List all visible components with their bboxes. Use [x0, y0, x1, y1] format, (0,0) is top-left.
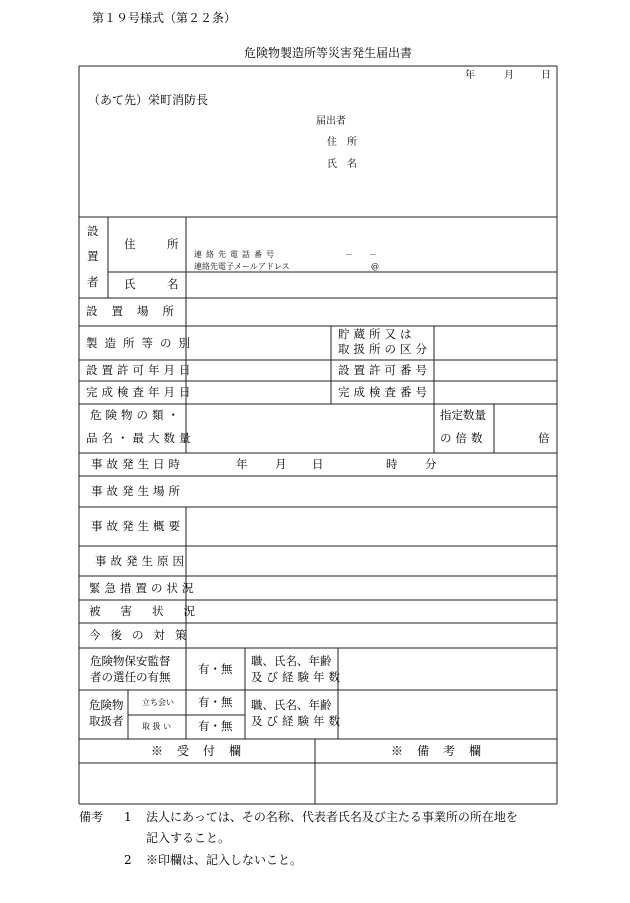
accident-summary-label: 事故発生概要	[91, 519, 184, 533]
permit-number-label: 設置許可番号	[338, 363, 431, 377]
handler-job-label-1: 職、氏名、年齢	[251, 698, 332, 712]
dt-minute: 分	[425, 457, 437, 471]
note-1-text-line-1: 法人にあっては、その名称、代表者氏名及び主たる事業所の所在地を	[146, 810, 518, 824]
future-measures-label: 今後の対策	[89, 628, 197, 642]
handler-job-label-2: 及び経験年数	[251, 714, 344, 728]
storage-class-label-1: 貯蔵所又は	[338, 327, 416, 341]
handle-yes-no[interactable]: 有・無	[198, 719, 233, 733]
multiple-label-1: 指定数量	[440, 408, 486, 422]
storage-class-label-2: 取扱所の区分	[338, 342, 431, 356]
contact-phone-value[interactable]: － －	[345, 250, 377, 259]
supervisor-label-2: 者の選任の有無	[90, 670, 171, 684]
supervisor-yes-no[interactable]: 有・無	[198, 662, 233, 676]
note-1-text-line-2: 記入すること。	[146, 831, 231, 845]
form-number: 第１９号様式（第２２条）	[92, 11, 237, 25]
installer-name-label: 氏 名	[124, 277, 189, 291]
date-month-label: 月	[504, 70, 514, 81]
hazmat-label-2: 品名・最大数量	[86, 431, 195, 445]
notifier-address-label: 住 所	[327, 137, 357, 148]
form-title: 危険物製造所等災害発生届出書	[244, 46, 413, 60]
supervisor-job-label-2: 及び経験年数	[251, 670, 344, 684]
handler-label-1: 危険物	[89, 698, 124, 712]
contact-email-label: 連絡先電子メールアドレス	[194, 262, 290, 271]
handle-label: 取 扱 い	[142, 722, 172, 731]
contact-phone-label: 連絡先電話番号	[194, 250, 278, 259]
multiple-unit: 倍	[538, 431, 550, 445]
inspection-date-label: 完成検査年月日	[86, 385, 195, 399]
contact-email-value[interactable]: @	[371, 262, 379, 271]
remarks-label: ※備考欄	[391, 744, 496, 758]
location-label: 設置場所	[86, 304, 188, 318]
installer-label-1: 設	[87, 224, 99, 238]
multiple-label-2: の倍数	[440, 431, 487, 445]
accident-place-label: 事故発生場所	[91, 484, 184, 498]
handler-label-2: 取扱者	[89, 714, 124, 728]
hazmat-label-1: 危険物の類・	[90, 408, 183, 422]
installer-label-2: 置	[87, 249, 99, 263]
date-year-label: 年	[465, 70, 475, 81]
installer-address-label: 住 所	[124, 237, 189, 251]
attend-label: 立ち会い	[142, 698, 174, 707]
emergency-measures-label: 緊急措置の状況	[89, 581, 198, 595]
addressee: （あて先）栄町消防長	[88, 93, 209, 107]
reception-label: ※受付欄	[151, 744, 256, 758]
notes-label: 備考	[79, 810, 104, 824]
dt-hour: 時	[386, 457, 398, 471]
attend-yes-no[interactable]: 有・無	[198, 695, 233, 709]
facility-type-label: 製造所等の別	[86, 336, 197, 350]
dt-day: 日	[312, 457, 324, 471]
notifier-label: 届出者	[316, 116, 346, 127]
note-2-number: 2	[124, 853, 132, 867]
installer-label-3: 者	[87, 275, 99, 289]
note-2-text: ※印欄は、記入しないこと。	[146, 853, 303, 867]
dt-year: 年	[236, 457, 248, 471]
date-day-label: 日	[541, 70, 551, 81]
notifier-name-label: 氏 名	[327, 159, 357, 170]
inspection-number-label: 完成検査番号	[338, 385, 431, 399]
supervisor-label-1: 危険物保安監督	[90, 654, 171, 668]
accident-datetime-label: 事故発生日時	[91, 457, 184, 471]
damage-label: 被害状況	[89, 604, 215, 618]
permit-date-label: 設置許可年月日	[86, 363, 195, 377]
supervisor-job-label-1: 職、氏名、年齢	[251, 654, 332, 668]
accident-cause-label: 事故発生原因	[95, 554, 188, 568]
dt-month: 月	[275, 457, 287, 471]
note-1-number: 1	[124, 810, 132, 824]
